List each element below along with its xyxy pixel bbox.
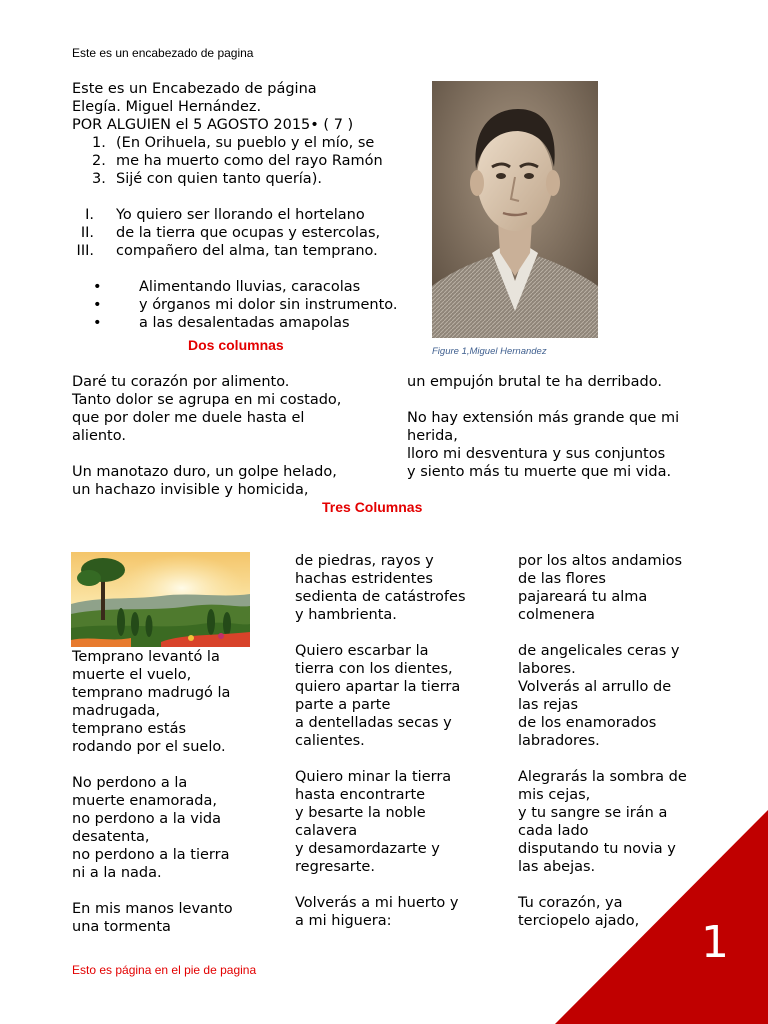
- poem-line: muerte el vuelo,: [72, 667, 192, 683]
- list-item: [72, 242, 398, 260]
- intro-subtitle: Elegía. Miguel Hernández.: [72, 99, 262, 115]
- list-marker: 2.: [92, 153, 106, 169]
- list-item: [72, 314, 398, 332]
- poem-line: hasta encontrarte: [295, 787, 426, 803]
- poem-line: de las flores: [518, 571, 606, 587]
- list-item-text: a las desalentadas amapolas: [139, 315, 350, 331]
- poem-line: Quiero escarbar la: [295, 643, 429, 659]
- list-item: [72, 296, 398, 314]
- poem-line: que por doler me duele hasta el: [72, 410, 305, 426]
- page-header: Este es un encabezado de pagina: [72, 46, 254, 60]
- poem-line: colmenera: [518, 607, 595, 623]
- poem-line: y siento más tu muerte que mi vida.: [407, 464, 672, 480]
- page-footer: Esto es página en el pie de pagina: [72, 963, 257, 977]
- poem-line: lloro mi desventura y sus conjuntos: [407, 446, 666, 462]
- list-item-text: me ha muerto como del rayo Ramón: [116, 153, 383, 169]
- portrait-photo: [432, 81, 598, 338]
- poem-line: un empujón brutal te ha derribado.: [407, 374, 662, 390]
- poem-line: Un manotazo duro, un golpe helado,: [72, 464, 337, 480]
- poem-line: Daré tu corazón por alimento.: [72, 374, 290, 390]
- list-item-text: y órganos mi dolor sin instrumento.: [139, 297, 398, 313]
- two-columns-title: Dos columnas: [188, 337, 284, 353]
- poem-line: hachas estridentes: [295, 571, 433, 587]
- list-marker: 3.: [92, 171, 106, 187]
- poem-line: las rejas: [518, 697, 579, 713]
- intro-byline: POR ALGUIEN el 5 AGOSTO 2015• ( 7 ): [72, 117, 354, 133]
- poem-line: parte a parte: [295, 697, 391, 713]
- poem-line: temprano estás: [72, 721, 187, 737]
- landscape-image: [71, 552, 250, 647]
- figure-caption: Figure 1,Miguel Hernandez: [432, 346, 547, 357]
- list-item-text: compañero del alma, tan temprano.: [116, 243, 378, 259]
- poem-line: pajareará tu alma: [518, 589, 648, 605]
- poem-line: y desamordazarte y: [295, 841, 440, 857]
- bullet-marker: •: [93, 279, 102, 295]
- poem-line: por los altos andamios: [518, 553, 683, 569]
- two-col-right: [407, 373, 679, 481]
- poem-line: Quiero minar la tierra: [295, 769, 452, 785]
- list-item-text: Sijé con quien tanto quería).: [116, 171, 322, 187]
- poem-line: y hambrienta.: [295, 607, 397, 623]
- poem-line: Temprano levantó la: [72, 649, 220, 665]
- poem-line: labradores.: [518, 733, 600, 749]
- three-col-2: [295, 552, 466, 930]
- poem-line: desatenta,: [72, 829, 150, 845]
- two-col-left: [72, 373, 341, 499]
- poem-line: No perdono a la: [72, 775, 188, 791]
- poem-line: muerte enamorada,: [72, 793, 217, 809]
- poem-line: un hachazo invisible y homicida,: [72, 482, 309, 498]
- three-columns-title: Tres Columnas: [322, 499, 423, 515]
- poem-line: En mis manos levanto: [72, 901, 233, 917]
- bullet-marker: •: [93, 297, 102, 313]
- poem-line: Alegrarás la sombra de: [518, 769, 687, 785]
- list-item: [72, 134, 398, 152]
- poem-line: terciopelo ajado,: [518, 913, 640, 929]
- poem-line: quiero apartar la tierra: [295, 679, 461, 695]
- list-marker: III.: [76, 243, 94, 259]
- poem-line: de los enamorados: [518, 715, 657, 731]
- list-item-text: Alimentando lluvias, caracolas: [139, 279, 361, 295]
- list-item: [72, 152, 398, 170]
- poem-line: y besarte la noble: [295, 805, 426, 821]
- poem-line: una tormenta: [72, 919, 171, 935]
- poem-line: tierra con los dientes,: [295, 661, 453, 677]
- poem-line: aliento.: [72, 428, 126, 444]
- poem-line: a dentelladas secas y: [295, 715, 452, 731]
- intro-title: Este es un Encabezado de página: [72, 81, 317, 97]
- list-marker: II.: [80, 225, 94, 241]
- poem-line: disputando tu novia y: [518, 841, 676, 857]
- intro-block: [72, 80, 398, 332]
- poem-line: rodando por el suelo.: [72, 739, 226, 755]
- list-item-text: de la tierra que ocupas y estercolas,: [116, 225, 381, 241]
- poem-line: no perdono a la vida: [72, 811, 221, 827]
- poem-line: Tanto dolor se agrupa en mi costado,: [72, 392, 342, 408]
- poem-line: calavera: [295, 823, 358, 839]
- poem-line: de piedras, rayos y: [295, 553, 434, 569]
- list-item: [72, 206, 398, 224]
- list-item-text: Yo quiero ser llorando el hortelano: [116, 207, 365, 223]
- bullet-list: [72, 278, 398, 332]
- list-marker: I.: [85, 207, 94, 223]
- page-number: 1: [701, 917, 729, 968]
- list-item: [72, 170, 398, 188]
- roman-list: [72, 206, 398, 260]
- poem-line: de angelicales ceras y: [518, 643, 680, 659]
- three-col-1: [72, 648, 233, 936]
- poem-line: temprano madrugó la: [72, 685, 231, 701]
- list-marker: 1.: [92, 135, 106, 151]
- landscape-illustration: [71, 552, 250, 647]
- poem-line: herida,: [407, 428, 458, 444]
- portrait-illustration: [432, 81, 598, 338]
- poem-line: y tu sangre se irán a: [518, 805, 668, 821]
- poem-line: labores.: [518, 661, 576, 677]
- poem-line: Tu corazón, ya: [518, 895, 623, 911]
- list-item: [72, 224, 398, 242]
- list-item-text: (En Orihuela, su pueblo y el mío, se: [116, 135, 375, 151]
- poem-line: regresarte.: [295, 859, 375, 875]
- poem-line: cada lado: [518, 823, 589, 839]
- numbered-list: [72, 134, 398, 188]
- poem-line: las abejas.: [518, 859, 596, 875]
- poem-line: ni a la nada.: [72, 865, 162, 881]
- poem-line: mis cejas,: [518, 787, 591, 803]
- poem-line: a mi higuera:: [295, 913, 392, 929]
- poem-line: no perdono a la tierra: [72, 847, 230, 863]
- poem-line: No hay extensión más grande que mi: [407, 410, 680, 426]
- poem-line: sedienta de catástrofes: [295, 589, 466, 605]
- list-item: [72, 278, 398, 296]
- poem-line: calientes.: [295, 733, 365, 749]
- poem-line: Volverás a mi huerto y: [295, 895, 459, 911]
- poem-line: madrugada,: [72, 703, 161, 719]
- bullet-marker: •: [93, 315, 102, 331]
- poem-line: Volverás al arrullo de: [518, 679, 672, 695]
